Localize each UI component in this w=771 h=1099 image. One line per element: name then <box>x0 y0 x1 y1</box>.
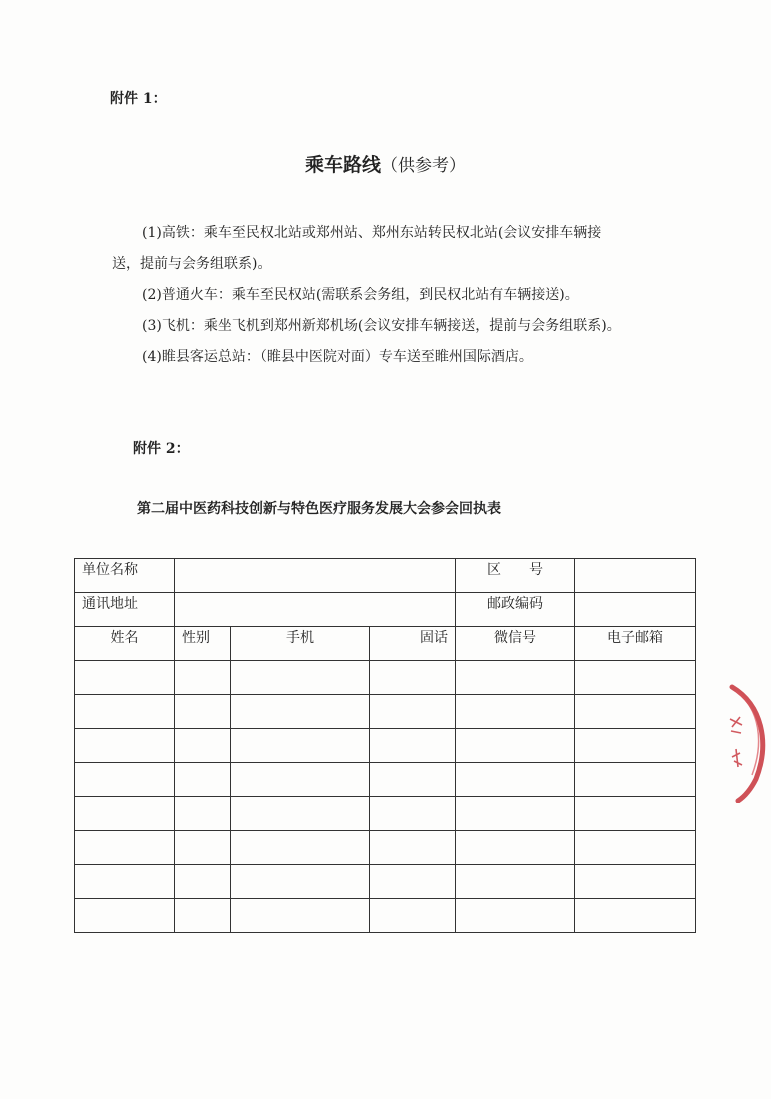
empty-rows <box>75 661 696 933</box>
table-cell[interactable] <box>175 899 231 933</box>
table-cell[interactable] <box>370 831 456 865</box>
table-cell[interactable] <box>456 797 575 831</box>
address-field[interactable] <box>175 593 456 627</box>
table-row <box>75 593 696 627</box>
table-cell[interactable] <box>175 763 231 797</box>
table-cell[interactable] <box>575 797 696 831</box>
table-cell[interactable] <box>370 899 456 933</box>
table-cell[interactable] <box>575 661 696 695</box>
route-item-4: (4)睢县客运总站：（睢县中医院对面）专车送至睢州国际酒店。 <box>142 349 533 365</box>
route-item-1-cont: 送，提前与会务组联系)。 <box>112 256 272 272</box>
unit-name-label: 单位名称 <box>75 559 175 593</box>
table-cell[interactable] <box>75 797 175 831</box>
table-cell[interactable] <box>175 695 231 729</box>
route-list <box>112 218 672 373</box>
table-cell[interactable] <box>456 763 575 797</box>
table-cell[interactable] <box>575 899 696 933</box>
form-title: 第二届中医药科技创新与特色医疗服务发展大会参会回执表 <box>137 501 501 517</box>
address-label: 通讯地址 <box>75 593 175 627</box>
title-sub: （供参考） <box>381 156 466 176</box>
table-cell[interactable] <box>75 831 175 865</box>
table-cell[interactable] <box>456 661 575 695</box>
table-cell[interactable] <box>370 797 456 831</box>
table-cell[interactable] <box>456 695 575 729</box>
table-cell[interactable] <box>456 831 575 865</box>
table-cell[interactable] <box>575 763 696 797</box>
column-header: 固话 <box>370 627 456 661</box>
table-row <box>75 797 696 831</box>
table-cell[interactable] <box>231 763 370 797</box>
table-cell[interactable] <box>231 695 370 729</box>
table-cell[interactable] <box>370 763 456 797</box>
table-cell[interactable] <box>370 865 456 899</box>
table-cell[interactable] <box>175 865 231 899</box>
table-cell[interactable] <box>75 763 175 797</box>
district-field[interactable] <box>575 559 696 593</box>
table-row <box>75 729 696 763</box>
table-cell[interactable] <box>75 729 175 763</box>
table-header-row <box>75 627 696 661</box>
table-cell[interactable] <box>456 865 575 899</box>
table-cell[interactable] <box>175 831 231 865</box>
attachment-1-label: 附件 1： <box>110 91 167 107</box>
table-row <box>75 899 696 933</box>
seal-stamp <box>726 683 771 803</box>
table-row <box>75 865 696 899</box>
table-row <box>75 559 696 593</box>
page-title <box>0 150 771 177</box>
table-cell[interactable] <box>575 865 696 899</box>
table-cell[interactable] <box>231 729 370 763</box>
route-item-3: (3)飞机：乘坐飞机到郑州新郑机场(会议安排车辆接送，提前与会务组联系)。 <box>142 318 621 334</box>
table-cell[interactable] <box>175 661 231 695</box>
route-item-1: (1)高铁：乘车至民权北站或郑州站、郑州东站转民权北站(会议安排车辆接 <box>142 225 602 241</box>
column-header: 姓名 <box>75 627 175 661</box>
table-cell[interactable] <box>175 797 231 831</box>
table-cell[interactable] <box>75 899 175 933</box>
table-row <box>75 831 696 865</box>
table-cell[interactable] <box>370 695 456 729</box>
route-item-2: (2)普通火车：乘车至民权站(需联系会务组，到民权北站有车辆接送)。 <box>142 287 579 303</box>
column-header: 性别 <box>175 627 231 661</box>
table-cell[interactable] <box>456 899 575 933</box>
column-header: 微信号 <box>456 627 575 661</box>
column-header: 电子邮箱 <box>575 627 696 661</box>
title-main: 乘车路线 <box>304 154 381 176</box>
unit-name-field[interactable] <box>175 559 456 593</box>
table-cell[interactable] <box>575 831 696 865</box>
attachment-2-label: 附件 2： <box>133 441 190 457</box>
table-cell[interactable] <box>75 865 175 899</box>
postcode-field[interactable] <box>575 593 696 627</box>
column-header: 手机 <box>231 627 370 661</box>
table-cell[interactable] <box>231 831 370 865</box>
postcode-label: 邮政编码 <box>456 593 575 627</box>
table-row <box>75 763 696 797</box>
district-label: 区 号 <box>456 559 575 593</box>
table-cell[interactable] <box>231 865 370 899</box>
table-cell[interactable] <box>175 729 231 763</box>
table-cell[interactable] <box>456 729 575 763</box>
table-cell[interactable] <box>370 729 456 763</box>
registration-table <box>74 558 696 933</box>
table-cell[interactable] <box>231 661 370 695</box>
table-cell[interactable] <box>75 661 175 695</box>
table-cell[interactable] <box>231 797 370 831</box>
table-row <box>75 695 696 729</box>
table-cell[interactable] <box>231 899 370 933</box>
table-cell[interactable] <box>370 661 456 695</box>
table-cell[interactable] <box>575 695 696 729</box>
table-cell[interactable] <box>575 729 696 763</box>
table-cell[interactable] <box>75 695 175 729</box>
table-row <box>75 661 696 695</box>
